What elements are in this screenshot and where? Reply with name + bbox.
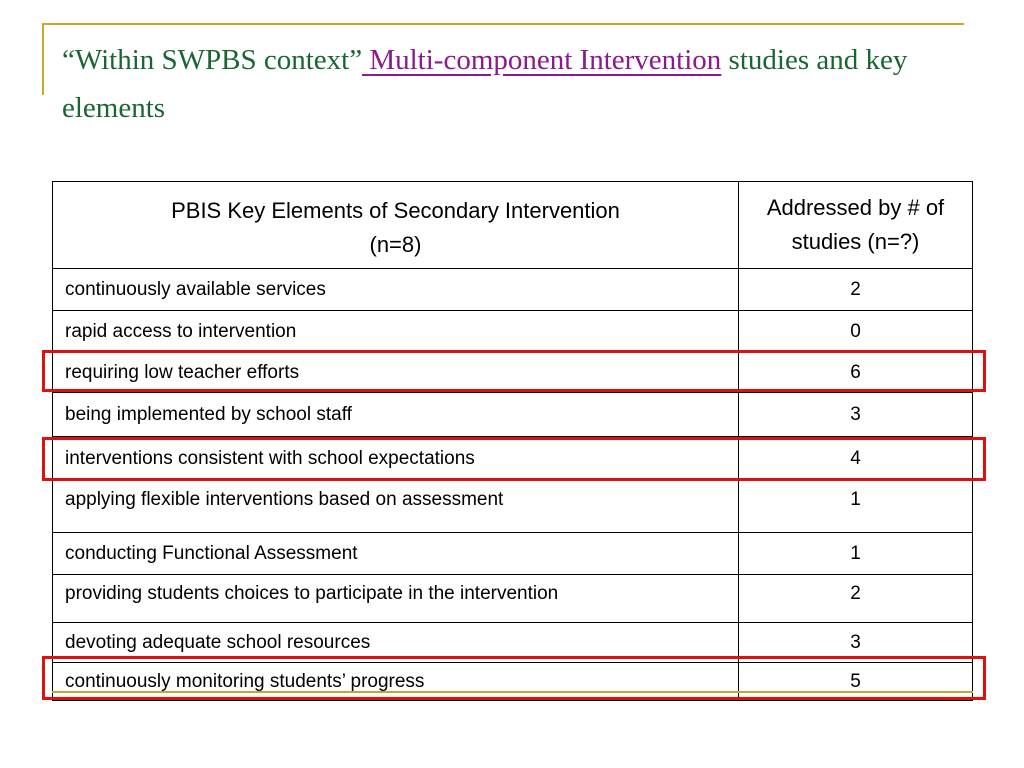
highlight-box-low-teacher-efforts — [42, 350, 986, 392]
highlight-box-consistent-expectations — [42, 437, 986, 481]
count-cell: 5 — [739, 663, 973, 701]
count-cell: 3 — [739, 623, 973, 663]
count-cell: 1 — [739, 533, 973, 575]
table-row — [53, 269, 973, 311]
element-cell: devoting adequate school resources — [53, 623, 739, 663]
highlight-box-monitoring-progress — [42, 656, 986, 700]
table-row — [53, 481, 973, 533]
element-cell: conducting Functional Assessment — [53, 533, 739, 575]
count-cell: 0 — [739, 311, 973, 353]
element-cell: continuously available services — [53, 269, 739, 311]
header-key-elements-title: PBIS Key Elements of Secondary Intervention — [171, 198, 620, 223]
table-row — [53, 311, 973, 353]
element-cell: being implemented by school staff — [53, 393, 739, 437]
element-cell: providing students choices to participate in the intervention — [53, 575, 739, 623]
table-row — [53, 533, 973, 575]
element-cell: rapid access to intervention — [53, 311, 739, 353]
count-cell: 3 — [739, 393, 973, 437]
decorative-top-rule — [42, 23, 964, 25]
element-cell: continuously monitoring students’ progress — [53, 663, 739, 701]
title-tail: studies and key elements — [62, 44, 908, 124]
slide-title — [62, 36, 982, 132]
decorative-left-rule — [42, 23, 44, 95]
title-link[interactable]: Multi-component Intervention — [369, 44, 722, 76]
header-key-elements-count: (n=8) — [369, 232, 422, 257]
title-quote: “Within SWPBS context” — [62, 44, 363, 76]
element-cell: applying flexible interventions based on assessment — [53, 481, 739, 533]
count-cell: 2 — [739, 269, 973, 311]
count-cell: 4 — [739, 437, 973, 481]
header-studies-count: Addressed by # of studies (n=?) — [739, 182, 973, 269]
element-cell: interventions consistent with school expectations — [53, 437, 739, 481]
count-cell: 2 — [739, 575, 973, 623]
table-row — [53, 575, 973, 623]
table-row — [53, 393, 973, 437]
count-cell: 1 — [739, 481, 973, 533]
count-cell: 6 — [739, 353, 973, 393]
element-cell: requiring low teacher efforts — [53, 353, 739, 393]
header-key-elements — [53, 182, 739, 269]
table-header-row — [53, 182, 973, 269]
